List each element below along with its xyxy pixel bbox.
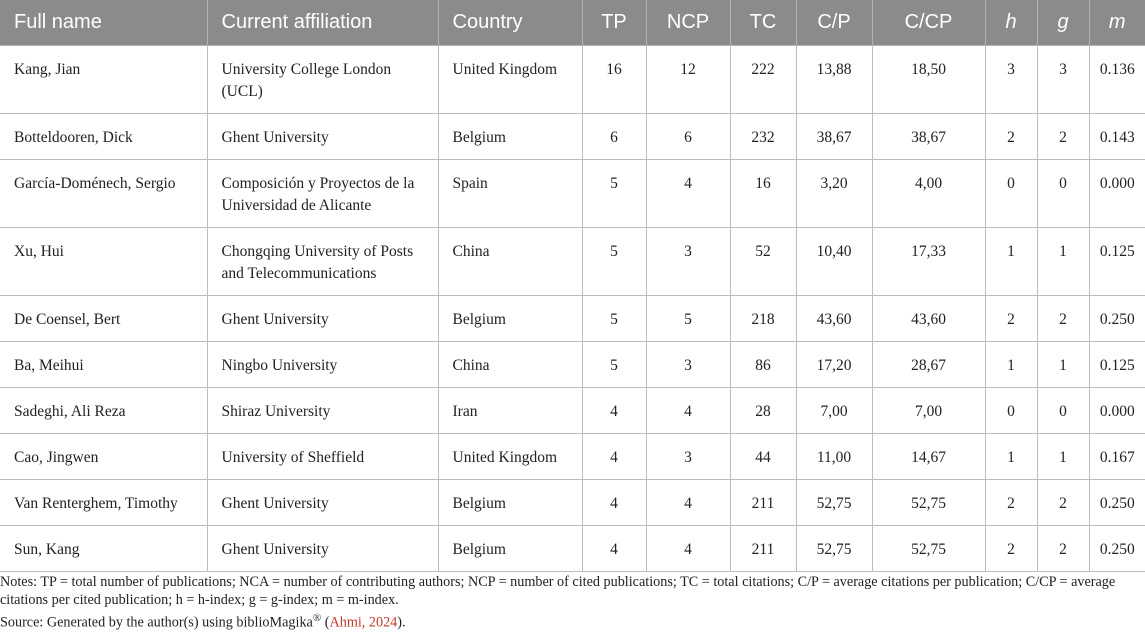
cell-ccp: [872, 228, 985, 296]
cell-text: Van Renterghem, Timothy: [14, 495, 178, 512]
cell-cp: [796, 480, 872, 526]
header-ncp: NCP: [646, 0, 730, 46]
cell-ncp: [646, 434, 730, 480]
cell-text: Botteldooren, Dick: [14, 129, 133, 146]
cell-ccp: [872, 480, 985, 526]
cell-text: 52,75: [816, 495, 852, 512]
cell-affiliation: [207, 46, 438, 114]
table-row: [0, 160, 1145, 228]
cell-text: China: [452, 243, 490, 260]
cell-text: 2: [1059, 129, 1067, 146]
header-current-affiliation: Current affiliation: [207, 0, 438, 46]
cell-text: 222: [751, 61, 775, 78]
cell-text: Ghent University: [221, 311, 329, 328]
cell-text: 16: [755, 175, 771, 192]
cell-affiliation: [207, 388, 438, 434]
cell-tp: [582, 296, 646, 342]
cell-text: 43,60: [911, 311, 946, 328]
cell-tc: [730, 160, 796, 228]
cell-text: 2: [1059, 541, 1067, 558]
table-row: [0, 526, 1145, 572]
cell-text: 11,00: [816, 449, 852, 466]
cell-text: 38,67: [911, 129, 946, 146]
header-cp: C/P: [796, 0, 872, 46]
cell-text: 218: [751, 311, 775, 328]
cell-m: [1089, 228, 1145, 296]
cell-text: 0.125: [1099, 357, 1135, 374]
cell-g: [1037, 480, 1089, 526]
cell-country: [438, 160, 582, 228]
cell-m: [1089, 160, 1145, 228]
cell-text: 4: [684, 175, 692, 192]
cell-cp: [796, 526, 872, 572]
cell-text: 3: [684, 449, 692, 466]
cell-full-name: [0, 160, 207, 228]
cell-ccp: [872, 296, 985, 342]
cell-tc: [730, 46, 796, 114]
header-m: m: [1089, 0, 1145, 46]
cell-country: [438, 342, 582, 388]
cell-text: 0.167: [1099, 449, 1135, 466]
cell-text: 52,75: [816, 541, 852, 558]
header-h: h: [985, 0, 1037, 46]
cell-text: Ningbo University: [221, 357, 338, 374]
cell-text: 0: [1007, 175, 1015, 192]
cell-ncp: [646, 388, 730, 434]
registered-mark: ®: [312, 612, 322, 624]
cell-h: [985, 342, 1037, 388]
table-row: [0, 480, 1145, 526]
cell-text: United Kingdom: [452, 449, 558, 466]
cell-ccp: [872, 160, 985, 228]
cell-text: 211: [751, 495, 775, 512]
cell-cp: [796, 434, 872, 480]
cell-text: 3: [1059, 61, 1067, 78]
cell-text: 14,67: [911, 449, 946, 466]
cell-text: 0: [1059, 175, 1067, 192]
cell-text: China: [452, 357, 490, 374]
cell-text: 1: [1007, 357, 1015, 374]
cell-text: 0.250: [1099, 541, 1135, 558]
cell-text: 0: [1059, 403, 1067, 420]
cell-text: 3: [1007, 61, 1015, 78]
cell-text: 0.250: [1099, 495, 1135, 512]
table-body: [0, 46, 1145, 572]
cell-text: 38,67: [816, 129, 852, 146]
cell-text: 2: [1007, 495, 1015, 512]
cell-tc: [730, 114, 796, 160]
cell-text: 4: [684, 495, 692, 512]
cell-text: 3: [684, 357, 692, 374]
source-close: ).: [397, 614, 406, 631]
cell-m: [1089, 434, 1145, 480]
cell-text: 16: [606, 61, 622, 78]
cell-text: 86: [755, 357, 771, 374]
cell-text: 5: [610, 175, 618, 192]
table-row: [0, 434, 1145, 480]
cell-text: 52,75: [911, 541, 946, 558]
cell-text: Cao, Jingwen: [14, 449, 99, 466]
cell-tc: [730, 228, 796, 296]
cell-affiliation: [207, 526, 438, 572]
cell-text: 1: [1059, 449, 1067, 466]
cell-text: Ba, Meihui: [14, 357, 84, 374]
cell-h: [985, 526, 1037, 572]
cell-cp: [796, 160, 872, 228]
cell-text: 3: [684, 243, 692, 260]
cell-ccp: [872, 388, 985, 434]
cell-g: [1037, 526, 1089, 572]
cell-h: [985, 228, 1037, 296]
cell-affiliation: [207, 480, 438, 526]
cell-text: Ghent University: [221, 541, 329, 558]
cell-text: 0.000: [1099, 175, 1135, 192]
header-tp: TP: [582, 0, 646, 46]
cell-text: 5: [610, 243, 618, 260]
cell-text: University of Sheffield: [221, 449, 365, 466]
cell-text: 18,50: [911, 61, 946, 78]
cell-m: [1089, 46, 1145, 114]
cell-full-name: [0, 296, 207, 342]
cell-h: [985, 480, 1037, 526]
header-ccp: C/CP: [872, 0, 985, 46]
cell-affiliation: [207, 342, 438, 388]
cell-text: 17,20: [816, 357, 852, 374]
cell-text: Belgium: [452, 311, 506, 328]
source-prefix: Source: Generated by the author(s) using biblioMagika: [0, 614, 313, 631]
cell-country: [438, 388, 582, 434]
header-full-name: Full name: [0, 0, 207, 46]
cell-h: [985, 160, 1037, 228]
cell-full-name: [0, 46, 207, 114]
cell-h: [985, 46, 1037, 114]
cell-text: Iran: [452, 403, 478, 420]
cell-affiliation: [207, 296, 438, 342]
cell-m: [1089, 114, 1145, 160]
source-citation-link[interactable]: Ahmi, 2024: [329, 614, 398, 631]
cell-text: Belgium: [452, 129, 506, 146]
cell-ncp: [646, 160, 730, 228]
source-line: [0, 609, 1140, 632]
cell-ncp: [646, 480, 730, 526]
cell-text: 13,88: [816, 61, 852, 78]
table-notes: [0, 573, 1140, 632]
cell-g: [1037, 342, 1089, 388]
cell-text: 3,20: [820, 175, 848, 192]
cell-g: [1037, 296, 1089, 342]
cell-text: 2: [1007, 129, 1015, 146]
table-row: [0, 114, 1145, 160]
cell-ncp: [646, 46, 730, 114]
cell-text: 1: [1007, 243, 1015, 260]
cell-cp: [796, 114, 872, 160]
cell-tp: [582, 388, 646, 434]
cell-text: 1: [1059, 357, 1067, 374]
cell-tp: [582, 342, 646, 388]
header-country: Country: [438, 0, 582, 46]
cell-text: 17,33: [911, 243, 946, 260]
cell-affiliation: [207, 434, 438, 480]
cell-g: [1037, 434, 1089, 480]
table-row: [0, 388, 1145, 434]
cell-text: 28,67: [911, 357, 946, 374]
cell-m: [1089, 526, 1145, 572]
cell-full-name: [0, 114, 207, 160]
cell-text: 5: [610, 311, 618, 328]
cell-text: 6: [610, 129, 618, 146]
cell-m: [1089, 296, 1145, 342]
cell-text: 4: [684, 403, 692, 420]
notes-line: Notes: TP = total number of publications; NCA = number of contributing authors; NCP = number of cited publications; TC = total citations; C/P = average citations per publication; C/CP = average citations per cited publication; h = h-index; g = g-index; m = m-index.: [0, 574, 1116, 608]
cell-cp: [796, 342, 872, 388]
cell-text: Composición y Proyectos de la Universidad de Alicante: [221, 175, 415, 214]
cell-full-name: [0, 388, 207, 434]
cell-text: 5: [684, 311, 692, 328]
cell-g: [1037, 388, 1089, 434]
cell-country: [438, 114, 582, 160]
cell-text: 2: [1007, 541, 1015, 558]
cell-country: [438, 526, 582, 572]
cell-text: 0.125: [1099, 243, 1135, 260]
cell-affiliation: [207, 114, 438, 160]
cell-m: [1089, 480, 1145, 526]
cell-affiliation: [207, 228, 438, 296]
cell-ccp: [872, 46, 985, 114]
cell-full-name: [0, 342, 207, 388]
cell-ccp: [872, 114, 985, 160]
cell-text: De Coensel, Bert: [14, 311, 121, 328]
cell-text: 0.250: [1099, 311, 1135, 328]
cell-text: 0.136: [1099, 61, 1135, 78]
cell-text: University College London (UCL): [221, 61, 392, 100]
cell-g: [1037, 114, 1089, 160]
cell-text: 4: [610, 449, 618, 466]
cell-text: Spain: [452, 175, 488, 192]
cell-h: [985, 296, 1037, 342]
cell-text: 52,75: [911, 495, 946, 512]
cell-tc: [730, 388, 796, 434]
cell-tc: [730, 342, 796, 388]
cell-ncp: [646, 342, 730, 388]
cell-tp: [582, 114, 646, 160]
cell-ccp: [872, 434, 985, 480]
header-g: g: [1037, 0, 1089, 46]
cell-tp: [582, 480, 646, 526]
cell-full-name: [0, 480, 207, 526]
cell-tp: [582, 160, 646, 228]
cell-text: 1: [1007, 449, 1015, 466]
cell-text: Ghent University: [221, 495, 329, 512]
cell-cp: [796, 388, 872, 434]
cell-text: 1: [1059, 243, 1067, 260]
cell-text: 12: [680, 61, 696, 78]
cell-text: Chongqing University of Posts and Telecommunications: [221, 243, 414, 282]
cell-ccp: [872, 526, 985, 572]
cell-text: 4: [610, 403, 618, 420]
cell-tp: [582, 526, 646, 572]
cell-tc: [730, 434, 796, 480]
cell-text: 211: [751, 541, 775, 558]
cell-text: 10,40: [816, 243, 852, 260]
cell-text: 4,00: [914, 175, 943, 192]
cell-text: 28: [755, 403, 771, 420]
cell-text: 0.143: [1099, 129, 1135, 146]
cell-tc: [730, 480, 796, 526]
cell-text: Shiraz University: [221, 403, 331, 420]
cell-cp: [796, 296, 872, 342]
cell-text: 7,00: [820, 403, 848, 420]
cell-text: Kang, Jian: [14, 61, 81, 78]
cell-h: [985, 388, 1037, 434]
cell-full-name: [0, 434, 207, 480]
cell-text: 2: [1007, 311, 1015, 328]
header-row: [0, 0, 1145, 46]
cell-ncp: [646, 228, 730, 296]
cell-text: 0: [1007, 403, 1015, 420]
cell-text: 7,00: [914, 403, 943, 420]
table-row: [0, 342, 1145, 388]
table-row: [0, 228, 1145, 296]
cell-text: 43,60: [816, 311, 852, 328]
cell-country: [438, 296, 582, 342]
cell-full-name: [0, 228, 207, 296]
cell-ncp: [646, 526, 730, 572]
source-open: (: [321, 614, 330, 631]
cell-cp: [796, 228, 872, 296]
cell-text: 2: [1059, 311, 1067, 328]
cell-text: Belgium: [452, 541, 506, 558]
cell-text: 4: [610, 495, 618, 512]
cell-h: [985, 114, 1037, 160]
cell-affiliation: [207, 160, 438, 228]
cell-ccp: [872, 342, 985, 388]
cell-tp: [582, 434, 646, 480]
cell-full-name: [0, 526, 207, 572]
cell-g: [1037, 228, 1089, 296]
cell-h: [985, 434, 1037, 480]
cell-text: 2: [1059, 495, 1067, 512]
cell-text: Sadeghi, Ali Reza: [14, 403, 126, 420]
cell-text: 4: [610, 541, 618, 558]
header-tc: TC: [730, 0, 796, 46]
cell-text: 232: [751, 129, 775, 146]
cell-text: Sun, Kang: [14, 541, 80, 558]
cell-m: [1089, 342, 1145, 388]
cell-text: 44: [755, 449, 771, 466]
cell-country: [438, 228, 582, 296]
cell-m: [1089, 388, 1145, 434]
cell-text: 0.000: [1099, 403, 1135, 420]
cell-tc: [730, 296, 796, 342]
cell-country: [438, 434, 582, 480]
cell-country: [438, 480, 582, 526]
table-row: [0, 46, 1145, 114]
table-row: [0, 296, 1145, 342]
cell-text: 5: [610, 357, 618, 374]
cell-cp: [796, 46, 872, 114]
cell-text: 52: [755, 243, 771, 260]
cell-text: García-Doménech, Sergio: [14, 175, 176, 192]
cell-tp: [582, 46, 646, 114]
cell-text: Xu, Hui: [14, 243, 64, 260]
cell-ncp: [646, 114, 730, 160]
cell-text: United Kingdom: [452, 61, 558, 78]
cell-g: [1037, 160, 1089, 228]
cell-country: [438, 46, 582, 114]
cell-tc: [730, 526, 796, 572]
cell-text: Belgium: [452, 495, 506, 512]
cell-tp: [582, 228, 646, 296]
cell-text: Ghent University: [221, 129, 329, 146]
cell-text: 6: [684, 129, 692, 146]
cell-ncp: [646, 296, 730, 342]
cell-text: 4: [684, 541, 692, 558]
cell-g: [1037, 46, 1089, 114]
